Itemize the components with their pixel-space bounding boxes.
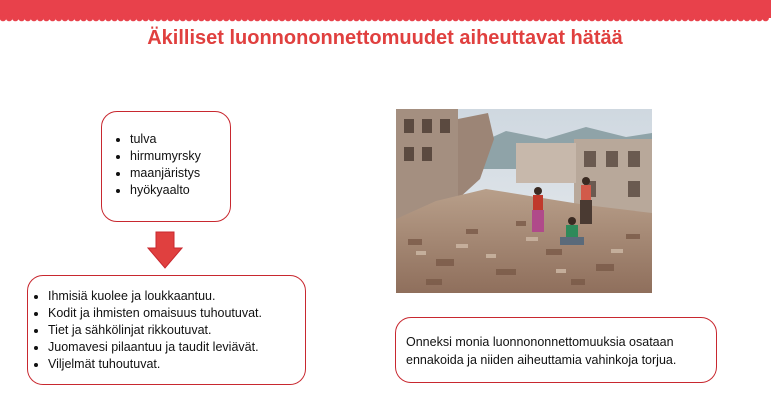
top-decorative-band xyxy=(0,0,771,26)
prevention-note-text: Onneksi monia luonnononnettomuuksia osataan ennakoida ja niiden aiheuttamia vahinkoja torjua. xyxy=(406,335,677,367)
list-item: • hirmumyrsky xyxy=(130,148,220,165)
list-item: • Viljelmät tuhoutuvat. xyxy=(48,356,297,373)
slide-title: Äkilliset luonnononnettomuudet aiheuttavat hätää xyxy=(147,27,623,49)
list-item: • Kodit ja ihmisten omaisuus tuhoutuvat. xyxy=(48,305,297,322)
list-item: • tulva xyxy=(130,131,220,148)
list-item: • maanjäristys xyxy=(130,165,220,182)
list-item: • Tiet ja sähkölinjat rikkoutuvat. xyxy=(48,322,297,339)
effects-box xyxy=(27,275,306,385)
disaster-types-list xyxy=(112,131,220,199)
list-item: • Juomavesi pilaantuu ja taudit leviävät. xyxy=(48,339,297,356)
list-item: • Ihmisiä kuolee ja loukkaantuu. xyxy=(48,288,297,305)
list-item: • hyökyaalto xyxy=(130,182,220,199)
prevention-note-box xyxy=(395,317,717,383)
effects-list xyxy=(34,288,297,373)
earthquake-rubble-photo xyxy=(396,109,652,293)
disaster-types-box xyxy=(101,111,231,222)
down-arrow-icon xyxy=(147,231,183,269)
